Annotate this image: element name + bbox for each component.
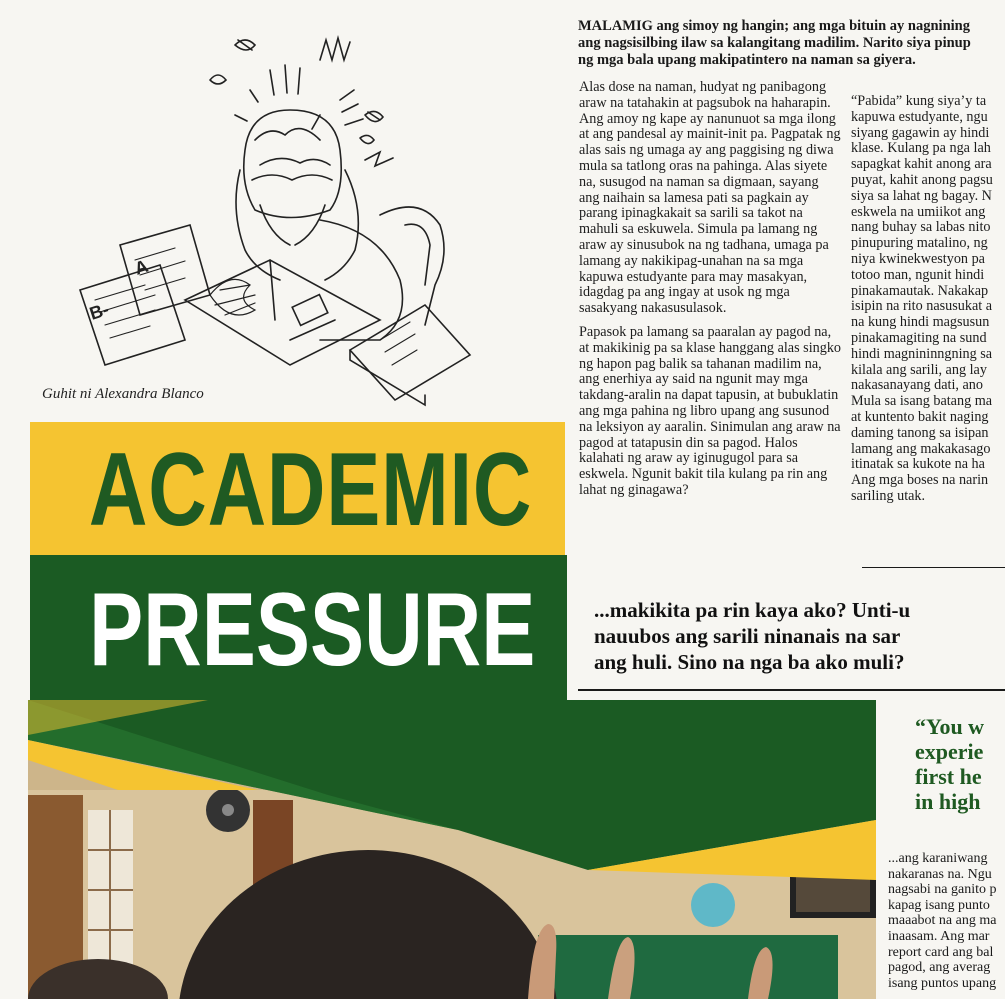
article-column-2 [851,94,1005,505]
classroom-photo-image [28,700,876,999]
column2-line: kapuwa estudyante, ngu [851,108,988,125]
lead-line-2: ang nagsisilbing ilaw sa kalangitang madilim. Narito siya pinup [578,35,971,51]
side-quote-line: experie [915,739,984,764]
article-column-1 [579,80,841,507]
column3-line: pagod, ang averag [888,960,991,976]
column2-line: hindi magnininngning sa [851,345,993,362]
column2-line: eskwela na umiikot ang [851,203,986,220]
column3-line: report card ang bal [888,944,994,960]
column2-line: at kuntento bakit naging [851,408,989,425]
pull-quote-line-3: ang huli. Sino na nga ba ako muli? [594,650,905,674]
column2-line: puyat, kahit anong pagsu [851,171,993,188]
illustration-caption: Guhit ni Alexandra Blanco [42,386,204,402]
column1-paragraph-1: Alas dose na naman, hudyat ng panibagong araw na tatahakin at pagsubok na haharapin. Ang amoy ng kape ay nanunuot sa mga ilong at ang pandesal ay mainit-init pa. Pagpatak ng alas sais ng umaga ay ang paggising ng diwa mula sa tatlong oras na pahinga. Alas siyete na, susugod na naman sa digmaan, sayang ang naihain sa lamesa pati sa pagkain ay parang ipinagkakait sa sarili sa takot na mahuli sa eskuwela. Simula pa lamang ng araw ay sinusubok na ng tadhana, umaga pa lamang ay nakikipag-unahan na sa mga kapuwa estudyante para may masakyan, idagdag pa ang ingay at usok ng mga sasakyang nakasusulasok. [579,79,841,317]
column2-line: pinakamautak. Nakakap [851,282,989,299]
column3-line: kapag isang punto [888,897,990,913]
column2-line: na kung hindi magsusun [851,314,990,331]
lead-line-3: ng mga bala upang makipatintero na naman sa giyera. [578,52,916,68]
svg-text:B-: B- [87,298,112,324]
column2-line: siyang gagawin ay hindi [851,124,990,141]
column2-line: pinakamagiting na sund [851,329,987,346]
lead-line-1: MALAMIG ang simoy ng hangin; ang mga bituin ay nagnining [578,18,970,34]
column2-line: itinatak sa kukote na ha [851,456,985,473]
column2-line: kilala ang sarili, ang lay [851,361,987,378]
pull-quote-line-1: ...makikita pa rin kaya ako? Unti-u [594,598,911,622]
column2-line: pinupuring matalino, ng [851,235,988,252]
column2-line: klase. Kulang pa nga lah [851,140,991,157]
column2-line: isipin na rito nasusukat a [851,298,993,315]
column2-line: nang buhay sa labas nito [851,219,991,236]
column2-line: sariling utak. [851,487,926,504]
column2-line: niya kwinekwestyon pa [851,250,985,267]
divider-rule [578,689,1005,691]
illustration-drawing [20,20,560,420]
side-quote-line: “You w [915,714,985,739]
pull-quote-line-2: nauubos ang sarili ninanais na sar [594,624,901,648]
pull-quote [594,597,1005,675]
column3-line: inaasam. Ang mar [888,928,990,944]
side-quote [915,714,1005,814]
side-quote-line: first he [915,764,982,789]
column2-line: sapagkat kahit anong ara [851,156,992,173]
column2-line: Mula sa isang batang ma [851,393,993,410]
column3-line: isang puntos upang [888,975,997,991]
column3-line: ...ang karaniwang [888,851,988,866]
side-quote-line: in high [915,789,981,814]
student-stress-illustration [20,20,560,420]
article-lead [578,18,1005,69]
column2-line: nakasanayang dati, ano [851,377,983,394]
column1-paragraph-2: Papasok pa lamang sa paaralan ay pagod na, at makikinig pa sa klase hanggang alas singko ng hapon pag balik sa tahanan madilim na, ang enerhiya ay said na ngunit may mga takdang-aralin na dapat tapusin, at bubuklatin ang mga pahina ng libro upang ang susunod na leksiyon ay aaralin. Sinimulan ang araw na pagod at tatapusin din sa pagod. Halos kalahati ng araw ay iginugugol para sa eskwela. Ngunit bakit tila kulang pa rin ang lahat ng ginagawa? [579,323,842,498]
column2-line: totoo man, ngunit hindi [851,266,985,283]
classroom-photo [28,700,876,999]
headline-academic: ACADEMIC [88,432,533,548]
column2-line: “Pabida” kung siya’y ta [851,94,987,109]
column2-line: siya sa lahat ng bagay. N [851,187,992,204]
column3-line: nakaranas na. Ngu [888,866,992,882]
headline-pressure: PRESSURE [89,572,536,688]
column3-line: nagsabi na ganito p [888,882,997,898]
article-column-3 [888,851,1005,991]
svg-text:A: A [132,255,151,279]
column3-line: maaabot na ang ma [888,913,997,929]
column2-line: lamang ang makakasago [851,440,991,457]
column2-line: Ang mga boses na narin [851,472,989,489]
divider-rule [862,567,1005,568]
column2-line: daming tanong sa isipan [851,424,989,441]
